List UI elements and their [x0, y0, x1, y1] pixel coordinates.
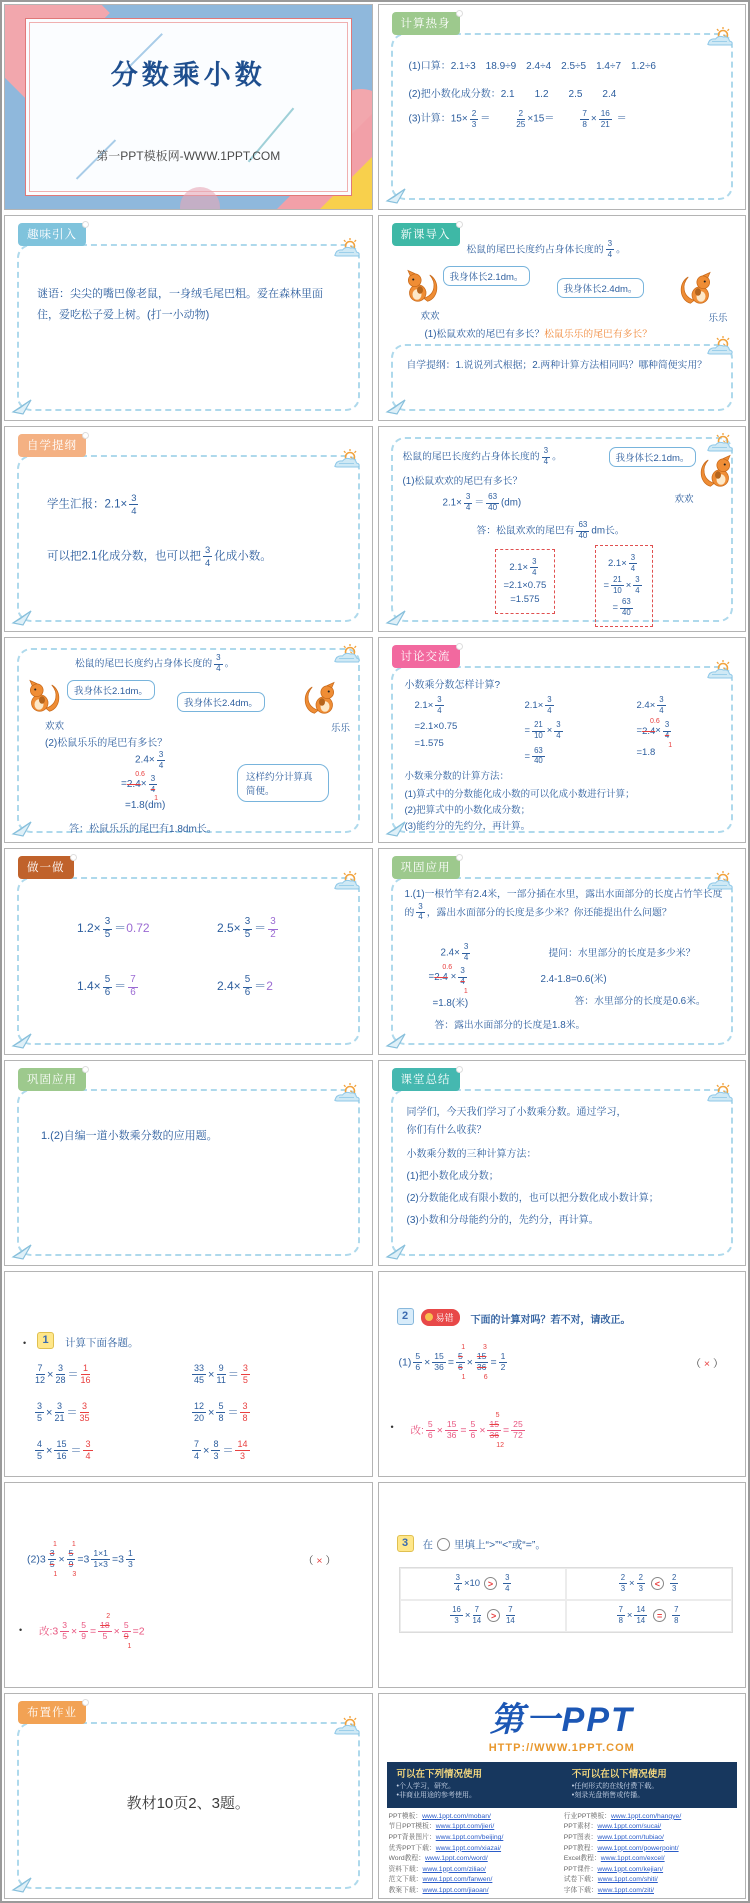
comparison-grid [399, 1567, 733, 1633]
footer-link[interactable] [564, 1822, 739, 1833]
speech-bubble: 我身体长2.4dm。 [557, 278, 645, 298]
footer-link-url[interactable]: www.1ppt.com/word/ [425, 1855, 488, 1863]
math-line: 松鼠的尾巴长度约占身体长度的 $\frac{3}{4}$ 。 [402, 446, 562, 467]
slide-exercise-3 [378, 1482, 747, 1688]
homework-text: 教材10页2、3题。 [126, 1794, 250, 1812]
footer-link-url[interactable]: www.1ppt.com/ziti/ [597, 1887, 655, 1895]
method-box-fraction: 2.1× $\frac{3}{4}$ = $\frac{21}{10}$ × $\frac{3}{4}$ = $\frac{63}{40}$ [595, 545, 653, 626]
footer-link-label: 行业PPT模板： [563, 1812, 611, 1820]
error-prone-label: 易错 [435, 1312, 454, 1323]
sub-question: 提问：水里部分的长度是多少米？ [548, 948, 696, 960]
section-badge: 巩固应用 [392, 856, 460, 879]
answer-text: 答：松鼠乐乐的尾巴有1.8dm长。 [69, 824, 217, 836]
footer-link[interactable] [564, 1865, 739, 1876]
footer-link[interactable] [389, 1865, 564, 1876]
math-line: $\frac{33}{45}$ × $\frac{9}{11}$ ＝ $\frac{3}{5}$ [194, 1362, 248, 1385]
math-line: =1.8 [636, 746, 656, 758]
paper-plane-icon [11, 609, 33, 627]
sub-answer: 答：水里部分的长度是0.6米。 [574, 996, 706, 1008]
content-box [17, 244, 360, 411]
slide-title [4, 4, 373, 210]
footer-link[interactable] [389, 1844, 564, 1855]
section-badge: 新课导入 [392, 223, 460, 246]
footer-link-url[interactable]: www.1ppt.com/sucai/ [597, 1823, 662, 1831]
footer-link[interactable] [564, 1886, 739, 1897]
math-line: =1.8(米) [432, 998, 469, 1010]
math-line: (3)计算：15× $\frac{2}{3}$ ＝ $\frac{2}{25}$ ×15＝ $\frac{7}{8}$ × $\frac{16}{21}$ ＝ [408, 109, 627, 130]
title-panel [25, 18, 352, 196]
comparison-item: $\frac{7}{8}$ × $\frac{14}{14}$ = $\frac{7}{8}$ [566, 1600, 732, 1632]
exercise-prompt: 下面的计算对吗？若不对，请改正。 [470, 1314, 631, 1326]
license-item: •非商业用途的参考使用。 [396, 1792, 476, 1800]
riddle-text: 谜语：尖尖的嘴巴像老鼠，一身绒毛尾巴粗。爱在森林里面住，爱吃松子爱上树。(打一小动物) [37, 288, 323, 321]
footer-link-url[interactable]: www.1ppt.com/hangye/ [610, 1812, 682, 1820]
footer-link-label: PPT素材： [563, 1823, 598, 1831]
sun-cloud-icon [332, 644, 360, 665]
slide-outline [4, 426, 373, 632]
slide-huanhuan-solution [378, 426, 747, 632]
license-item: •任何形式的在线付费下载。 [571, 1782, 659, 1790]
math-line: =1.575 [414, 738, 444, 750]
footer-link-url[interactable]: www.1ppt.com/shiti/ [597, 1876, 658, 1884]
footer-link-label: PPT模板： [388, 1812, 423, 1820]
correction-line: 改:3 $\frac{3}{5}$ × $\frac{5}{9}$ = 18 5 2 × 5 9 1 =2 [39, 1612, 145, 1650]
paper-plane-icon [385, 820, 407, 838]
footer-link-label: Word教程： [388, 1855, 426, 1863]
slide-exercise-1 [4, 1271, 373, 1477]
footer-link[interactable] [389, 1886, 564, 1897]
slide-practice [4, 848, 373, 1054]
slide-exercise-2 [378, 1271, 747, 1477]
math-line: 2.4× $\frac{3}{4}$ [440, 942, 469, 963]
footer-link-url[interactable]: www.1ppt.com/fanwen/ [422, 1876, 493, 1884]
summary-line: 小数乘分数的三种计算方法： [406, 1148, 537, 1160]
paper-plane-icon [385, 1243, 407, 1261]
slide-summary [378, 1060, 747, 1266]
math-line: 2.5× $\frac{3}{5}$ ＝ $\frac{3}{2}$ [217, 916, 276, 941]
math-line: 学生汇报：2.1× $\frac{3}{4}$ [47, 492, 137, 516]
calc-line: 2.1× $\frac{3}{4}$ ＝ $\frac{63}{40}$ (dm) [442, 492, 522, 513]
footer-link-url[interactable]: www.1ppt.com/moban/ [422, 1812, 491, 1820]
math-line: 松鼠的尾巴长度约占身体长度的 $\frac{3}{4}$ 。 [75, 653, 235, 674]
math-line: $\frac{4}{5}$ × $\frac{15}{16}$ ＝ $\frac{3}{4}$ [37, 1438, 91, 1461]
question-text: 小数乘分数怎样计算? [404, 680, 501, 692]
squirrel-image [27, 678, 63, 716]
math-line: (2)3 3 5 1 1 × 5 9 1 3 =3 $\frac{1\times 1}{1\times 3}$ =3 $\frac{1}{3}$ [27, 1540, 133, 1578]
footer-link-label: 节日PPT模板： [388, 1823, 436, 1831]
license-allowed-title: 可以在下列情况使用 [396, 1768, 483, 1780]
method-box-decimal: 2.1× $\frac{3}{4}$ =2.1×0.75 =1.575 [495, 549, 556, 614]
slide-exercise-2b [4, 1482, 373, 1688]
sun-cloud-icon [705, 27, 733, 48]
math-line: = $\frac{63}{40}$ [524, 745, 543, 766]
squirrel-image [697, 453, 733, 491]
paper-plane-icon [385, 398, 407, 416]
sun-cloud-icon [705, 871, 733, 892]
paper-plane-icon [11, 398, 33, 416]
section-badge: 自学提纲 [18, 434, 86, 457]
content-box [17, 1089, 360, 1256]
correction-line: 改: $\frac{5}{6}$ × $\frac{15}{36}$ = $\frac{5}{6}$ × 15 36 5 12 = $\frac{25}{72}$ [410, 1411, 523, 1449]
paper-plane-icon [11, 1032, 33, 1050]
math-line: 2.4× $\frac{5}{6}$ ＝2 [217, 974, 273, 999]
footer-link-url[interactable]: www.1ppt.com/beijing/ [435, 1834, 504, 1842]
math-line: $\frac{7}{4}$ × $\frac{8}{3}$ ＝ $\frac{14}{3}$ [194, 1438, 248, 1461]
footer-link[interactable] [564, 1812, 739, 1823]
question-text: (1)松鼠欢欢的尾巴有多长？松鼠乐乐的尾巴有多长？ [424, 329, 653, 341]
squirrel-name: 乐乐 [331, 723, 351, 735]
squirrel-name: 欢欢 [45, 721, 65, 733]
sun-cloud-icon [705, 1083, 733, 1104]
footer-link[interactable] [389, 1812, 564, 1823]
slide-discussion [378, 637, 747, 843]
math-line: 2.1× $\frac{3}{4}$ [524, 695, 552, 715]
footer-link-url[interactable]: www.1ppt.com/kejian/ [597, 1865, 664, 1873]
math-line: (2)把小数化成分数：2.1 1.2 2.5 2.4 [408, 89, 617, 100]
judge-mark: （ × ） [690, 1357, 724, 1370]
answer-line: 答：松鼠欢欢的尾巴有 $\frac{63}{40}$ dm长。 [476, 520, 625, 541]
section-badge: 巩固应用 [18, 1068, 86, 1091]
content-box [391, 344, 734, 411]
sun-cloud-icon [332, 238, 360, 259]
summary-line: (3)小数和分母能约分的，先约分，再计算。 [406, 1214, 599, 1226]
footer-link-label: 试卷下载： [563, 1876, 598, 1884]
method-heading: 小数乘分数的计算方法： [404, 771, 510, 783]
footer-link-label: Excel教程： [563, 1855, 601, 1863]
math-line: 可以把2.1化成分数，也可以把 $\frac{3}{4}$ 化成小数。 [47, 544, 272, 568]
comparison-item: $\frac{16}{3}$ × $\frac{7}{14}$ > $\frac{7}{14}$ [400, 1600, 566, 1632]
footer-link[interactable] [564, 1844, 739, 1855]
list-bullet: • [23, 1337, 27, 1348]
slide-homework [4, 1693, 373, 1899]
footer-link-label: 字体下载： [563, 1887, 598, 1895]
footer-link-url[interactable]: www.1ppt.com/jiaoan/ [422, 1887, 489, 1895]
section-badge: 计算热身 [392, 12, 460, 35]
sun-cloud-icon [705, 336, 733, 357]
math-line: $\frac{12}{20}$ × $\frac{5}{8}$ ＝ $\frac{3}{8}$ [194, 1400, 248, 1423]
footer-link-url[interactable]: www.1ppt.com/powerpoint/ [597, 1844, 679, 1852]
content-box [17, 455, 360, 622]
footer-link[interactable] [389, 1854, 564, 1865]
section-badge: 趣味引入 [18, 223, 86, 246]
slide-apply-1 [378, 848, 747, 1054]
license-forbidden [562, 1762, 737, 1808]
list-bullet: • [19, 1624, 23, 1635]
license-allowed [387, 1762, 562, 1808]
section-badge: 课堂总结 [392, 1068, 460, 1091]
content-box [17, 877, 360, 1044]
license-forbidden-list [572, 1782, 727, 1801]
license-band [387, 1762, 738, 1808]
hint-text: 自学提纲：1.说说列式根据；2.两种计算方法相同吗？哪种简便实用？ [406, 360, 707, 372]
squirrel-image [301, 680, 337, 718]
sun-cloud-icon [332, 1716, 360, 1737]
method-item: (2)把算式中的小数化成分数； [404, 805, 531, 817]
footer-link-label: PPT背景图片： [388, 1834, 436, 1842]
paper-plane-icon [385, 1032, 407, 1050]
math-line: =2.1×0.75 [414, 721, 458, 733]
squirrel-name: 欢欢 [674, 494, 694, 506]
exercise-number-tab: 2 [397, 1308, 414, 1325]
footer-link-label: 优秀PPT下载： [388, 1844, 436, 1852]
summary-line: 同学们，今天我们学习了小数乘分数。通过学习， [406, 1106, 627, 1118]
slide-riddle [4, 215, 373, 421]
exercise-title: 计算下面各题。 [65, 1336, 139, 1349]
math-line: 1.2× $\frac{3}{5}$ ＝0.72 [77, 916, 150, 941]
speech-bubble: 我身体长2.1dm。 [443, 266, 531, 286]
speech-bubble: 我身体长2.1dm。 [609, 447, 697, 467]
sun-cloud-icon [332, 1083, 360, 1104]
math-line: 松鼠的尾巴长度约占身体长度的 $\frac{3}{4}$ 。 [466, 239, 626, 259]
slide-new-lesson [378, 215, 747, 421]
math-line: 2.4× $\frac{3}{4}$ [135, 750, 164, 771]
deck-subtitle: 第一PPT模板网-WWW.1PPT.COM [96, 149, 281, 163]
footer-link-url[interactable]: www.1ppt.com/ziliao/ [422, 1865, 486, 1873]
slide-apply-2 [4, 1060, 373, 1266]
license-item: •个人学习，研究。 [396, 1782, 455, 1790]
speech-bubble: 我身体长2.4dm。 [177, 692, 265, 712]
summary-line: (1)把小数化成分数； [406, 1170, 499, 1182]
sun-cloud-icon [332, 871, 360, 892]
summary-line: (2)分数能化成有限小数的，也可以把分数化成小数计算； [406, 1192, 659, 1204]
section-badge: 讨论交流 [392, 645, 460, 668]
monkey-icon [425, 1313, 433, 1321]
section-badge: 布置作业 [18, 1701, 86, 1724]
sub-calc: 2.4-1.8=0.6(米) [540, 974, 607, 986]
footer-link[interactable] [389, 1822, 564, 1833]
comparison-item: $\frac{3}{4}$ ×10 > $\frac{3}{4}$ [400, 1568, 566, 1600]
exercise-number-tab: 3 [397, 1535, 414, 1552]
section-badge: 做一做 [18, 856, 74, 879]
math-line: $\frac{7}{12}$ × $\frac{3}{28}$ ＝ $\frac{1}{16}$ [35, 1362, 91, 1385]
footer-link[interactable] [389, 1833, 564, 1844]
comparison-item: $\frac{2}{3}$ × $\frac{2}{3}$ < $\frac{2}{3}$ [566, 1568, 732, 1600]
sun-cloud-icon [332, 449, 360, 470]
license-item: •刻录光盘销售或传播。 [571, 1792, 645, 1800]
paper-plane-icon [11, 820, 33, 838]
footer-link-label: PPT图表： [563, 1834, 598, 1842]
math-line: (1) $\frac{5}{6}$ × $\frac{15}{36}$ = 5 6 1 1 × 15 36 3 6 = $\frac{1}{2}$ [398, 1343, 506, 1381]
footer-link-label: 资料下载： [388, 1865, 423, 1873]
math-line: (1)口算：2.1÷3 18.9÷9 2.4÷4 2.5÷5 1.4÷7 1.2÷6 [408, 61, 656, 72]
paper-plane-icon [11, 1876, 33, 1894]
footer-link-url[interactable]: www.1ppt.com/jieri/ [435, 1823, 495, 1831]
question-text: (2)松鼠乐乐的尾巴有多长？ [45, 738, 168, 750]
summary-line: 你们有什么收获？ [406, 1124, 487, 1136]
math-line: $\frac{3}{5}$ × $\frac{3}{21}$ ＝ $\frac{3}{35}$ [37, 1400, 90, 1423]
1ppt-logo: 第一PPT [489, 1700, 634, 1739]
slide-1ppt-footer [378, 1693, 747, 1899]
math-line: 2.1× $\frac{3}{4}$ [414, 695, 442, 715]
footer-link[interactable] [564, 1875, 739, 1886]
math-line: =2.4 0.6 × 3 4 1 [428, 963, 468, 996]
squirrel-name: 乐乐 [708, 313, 728, 325]
method-item: (3)能约分的先约分，再计算。 [404, 821, 531, 833]
answer-text: 答：露出水面部分的长度是1.8米。 [434, 1020, 586, 1032]
squirrel-image [677, 270, 713, 308]
math-line: =2.4 0.6 × 3 4 1 [636, 717, 673, 749]
judge-mark: （ × ） [303, 1554, 336, 1567]
problem-text: 1.(1)一根竹竿有2.4米，一部分插在水里，露出水面部分的长度占竹竿长度的 $\frac{3}{4}$ ，露出水面部分的长度是多少米？你还能提出什么问题？ [404, 889, 723, 922]
question-text: (1)松鼠欢欢的尾巴有多长？ [402, 476, 523, 488]
license-forbidden-title: 不可以在以下情况使用 [571, 1768, 667, 1780]
sun-cloud-icon [705, 660, 733, 681]
footer-link-url[interactable]: www.1ppt.com/excel/ [600, 1855, 665, 1863]
sun-cloud-icon [705, 433, 733, 454]
method-item: (1)算式中的分数能化成小数的可以化成小数进行计算； [404, 789, 635, 801]
footer-link[interactable] [389, 1875, 564, 1886]
speech-bubble: 我身体长2.1dm。 [67, 680, 155, 700]
footer-links [389, 1812, 740, 1894]
footer-link[interactable] [564, 1833, 739, 1844]
slide-lele-question [4, 637, 373, 843]
exercise-prompt: 在 里填上“>”“<”或“=”。 [422, 1538, 546, 1551]
slide-warmup [378, 4, 747, 210]
license-allowed-list [397, 1782, 552, 1801]
list-bullet: • [390, 1421, 394, 1432]
footer-link-url[interactable]: www.1ppt.com/tubiao/ [597, 1834, 664, 1842]
paper-plane-icon [385, 609, 407, 627]
math-line: =2.4 0.6 × 3 4 1 [121, 770, 159, 803]
exercise-number-tab: 1 [37, 1332, 54, 1349]
tip-bubble: 这样约分计算真简便。 [237, 764, 329, 802]
math-line: 2.4× $\frac{3}{4}$ [636, 695, 664, 715]
squirrel-image [405, 268, 441, 306]
math-line: =1.8(dm) [125, 800, 166, 812]
footer-link-label: 范文下载： [388, 1876, 423, 1884]
footer-link[interactable] [564, 1854, 739, 1865]
1ppt-url[interactable]: HTTP://WWW.1PPT.COM [488, 1741, 635, 1754]
footer-link-label: PPT教程： [563, 1844, 598, 1852]
paper-plane-icon [385, 187, 407, 205]
task-text: 1.(2)自编一道小数乘分数的应用题。 [41, 1129, 218, 1142]
error-prone-badge [421, 1309, 460, 1326]
math-line: = $\frac{21}{10}$ × $\frac{3}{4}$ [524, 720, 561, 741]
footer-link-url[interactable]: www.1ppt.com/xiazai/ [435, 1844, 502, 1852]
deck-title: 分数乘小数 [110, 60, 266, 90]
footer-link-label: PPT课件： [563, 1865, 598, 1873]
footer-link-label: 教案下载： [388, 1887, 423, 1895]
squirrel-name: 欢欢 [420, 311, 440, 323]
math-line: 1.4× $\frac{5}{6}$ ＝ $\frac{7}{6}$ [77, 974, 136, 999]
paper-plane-icon [11, 1243, 33, 1261]
